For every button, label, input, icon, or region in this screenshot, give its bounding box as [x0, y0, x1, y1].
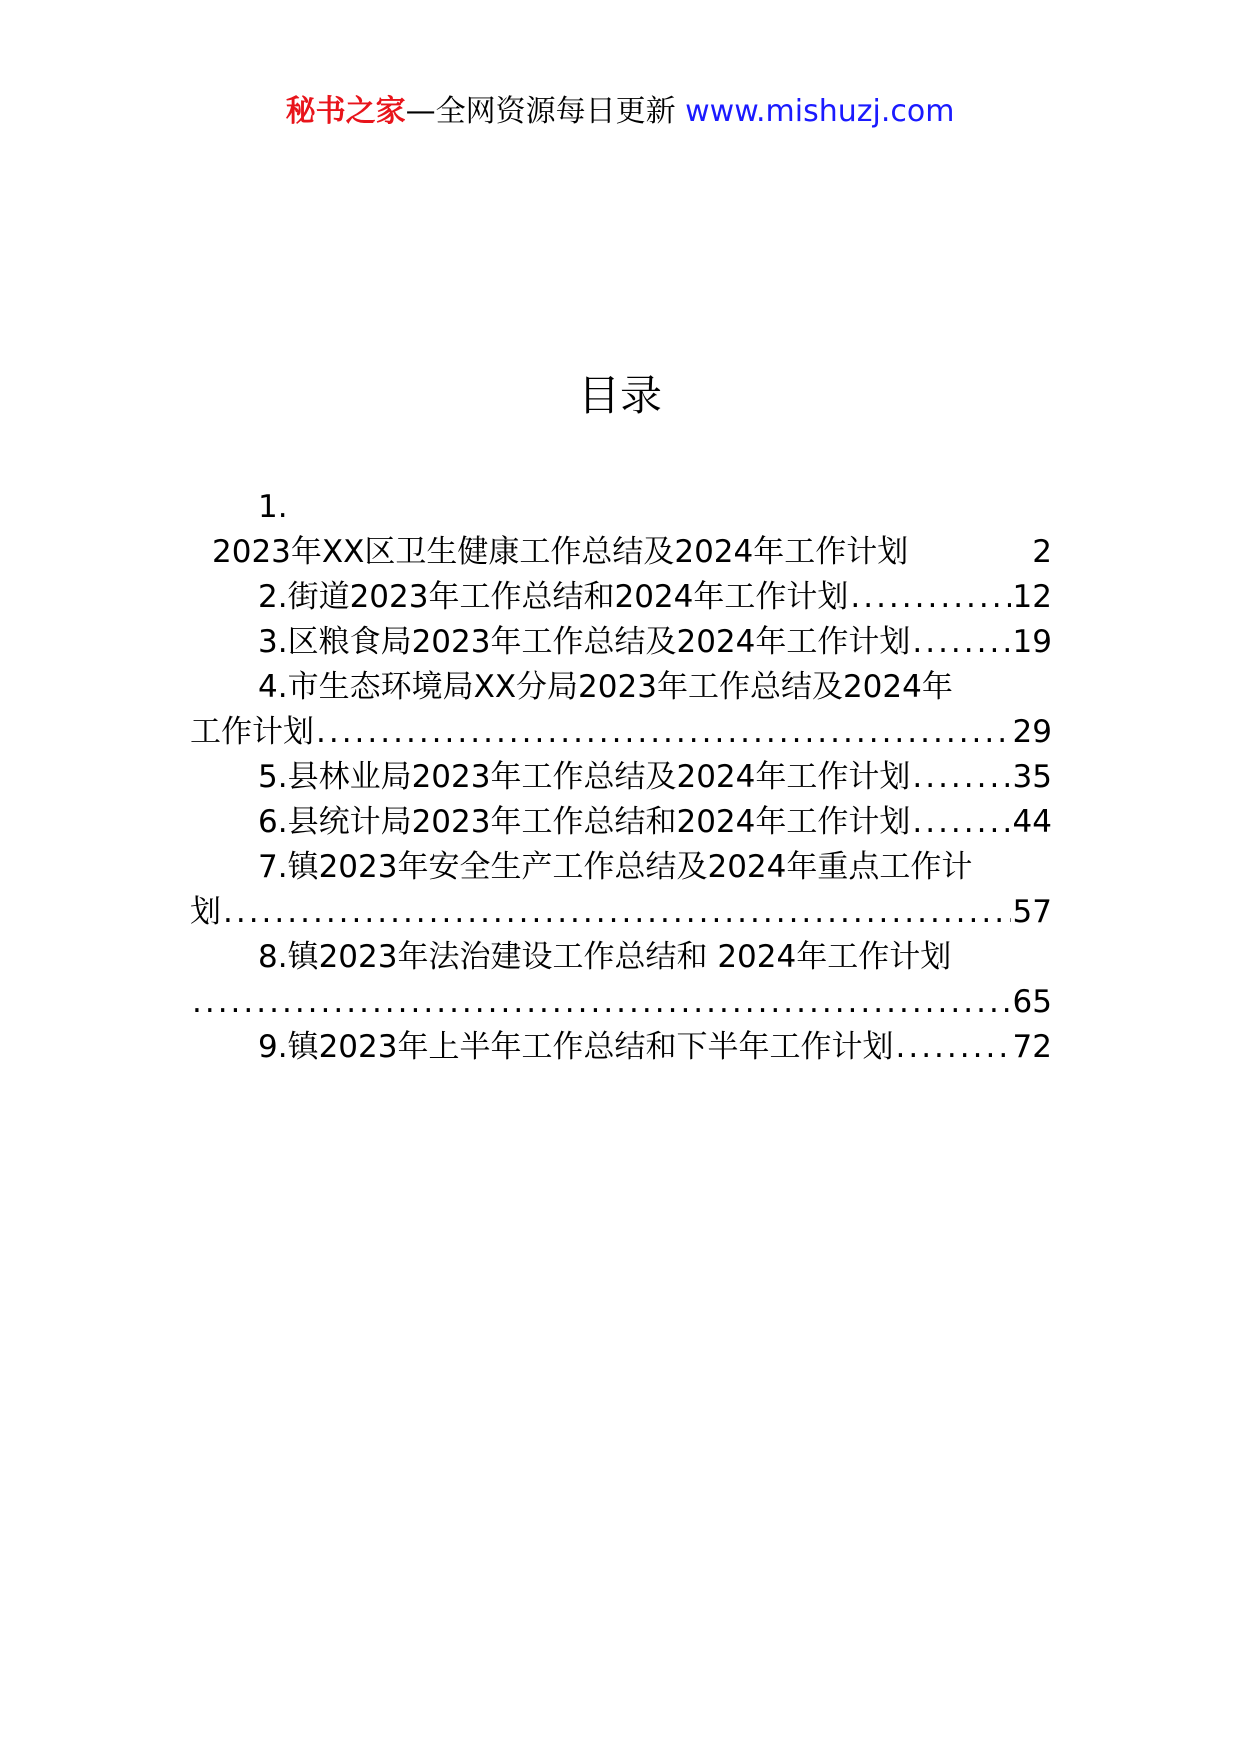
toc-item-5-page: 35 — [1012, 759, 1052, 795]
table-of-contents — [190, 485, 1052, 1070]
page-title: 目录 — [577, 371, 662, 420]
toc-item-3-number: 3. — [258, 624, 288, 660]
dot-leader — [316, 710, 1011, 755]
toc-item-6-page: 44 — [1012, 804, 1052, 840]
toc-item-9-page: 72 — [1012, 1029, 1052, 1065]
toc-item-4[interactable] — [190, 665, 1052, 710]
toc-item-2[interactable] — [190, 575, 1052, 620]
toc-item-3-page: 19 — [1012, 624, 1052, 660]
toc-item-7-number: 7. — [258, 849, 288, 885]
toc-item-7[interactable] — [190, 845, 1052, 890]
toc-item-6[interactable] — [190, 800, 1052, 845]
toc-item-6-text: 县统计局2023年工作总结和2024年工作计划 — [287, 804, 911, 840]
dot-leader — [223, 890, 1011, 935]
toc-item-1-page: 2 — [1032, 534, 1052, 570]
toc-item-4-continuation[interactable] — [190, 710, 1052, 755]
toc-item-5[interactable] — [190, 755, 1052, 800]
toc-item-5-text: 县林业局2023年工作总结及2024年工作计划 — [287, 759, 911, 795]
toc-item-4-continuation-text: 工作计划 — [190, 714, 314, 750]
dot-leader — [912, 755, 1010, 800]
dot-leader — [912, 800, 1010, 845]
toc-item-8-page: 65 — [1012, 984, 1052, 1020]
slogan: —全网资源每日更新 — [405, 94, 676, 129]
toc-item-9-text: 镇2023年上半年工作总结和下半年工作计划 — [287, 1029, 894, 1065]
toc-item-2-text: 街道2023年工作总结和2024年工作计划 — [287, 579, 849, 615]
dot-leader — [192, 980, 1011, 1025]
toc-item-7-page: 57 — [1012, 894, 1052, 930]
toc-item-7-text: 镇2023年安全生产工作总结及2024年重点工作计 — [287, 849, 973, 885]
dot-leader — [895, 1025, 1010, 1070]
toc-item-8-text: 镇2023年法治建设工作总结和 2024年工作计划 — [287, 939, 952, 975]
toc-item-3-text: 区粮食局2023年工作总结及2024年工作计划 — [287, 624, 911, 660]
toc-item-8-number: 8. — [258, 939, 288, 975]
toc-item-5-number: 5. — [258, 759, 288, 795]
dot-leader — [850, 575, 1010, 620]
toc-item-9[interactable] — [190, 1025, 1052, 1070]
toc-item-4-page: 29 — [1012, 714, 1052, 750]
toc-item-7-continuation[interactable] — [190, 890, 1052, 935]
toc-item-1[interactable] — [190, 530, 1052, 575]
toc-item-1-text: 2023年XX区卫生健康工作总结及2024年工作计划 — [212, 534, 909, 570]
brand-name: 秘书之家 — [285, 94, 406, 129]
toc-item-2-page: 12 — [1012, 579, 1052, 615]
toc-item-4-number: 4. — [258, 669, 288, 705]
toc-item-9-number: 9. — [258, 1029, 288, 1065]
toc-item-4-text: 市生态环境局XX分局2023年工作总结及2024年 — [287, 669, 953, 705]
toc-item-1-number[interactable]: 1. — [258, 489, 288, 525]
toc-item-7-continuation-text: 划 — [190, 894, 221, 930]
dot-leader — [912, 620, 1010, 665]
site-header — [0, 92, 1240, 132]
toc-item-2-number: 2. — [258, 579, 288, 615]
toc-item-6-number: 6. — [258, 804, 288, 840]
toc-item-8[interactable] — [190, 935, 1052, 980]
site-url-link[interactable]: www.mishuzj.com — [685, 94, 955, 129]
toc-item-8-continuation[interactable] — [190, 980, 1052, 1025]
toc-item-3[interactable] — [190, 620, 1052, 665]
